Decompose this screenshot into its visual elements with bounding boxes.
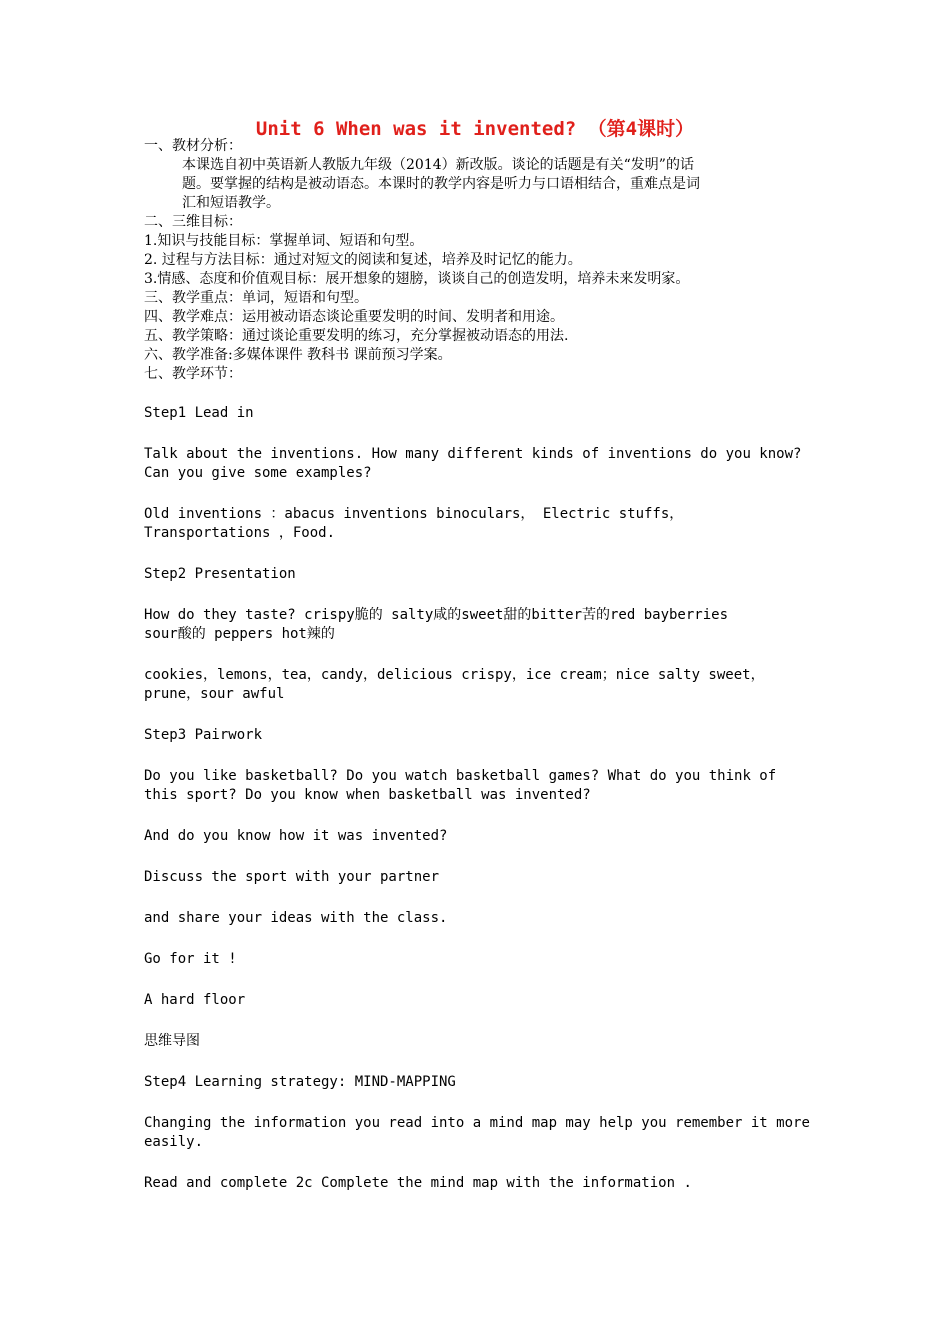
step4-line-2: easily. [144, 1134, 204, 1150]
goal-emotion: 3.情感、态度和价值观目标：展开想象的翅膀，谈谈自己的创造发明，培养未来发明家。 [144, 271, 690, 287]
goal-process: 2. 过程与方法目标：通过对短文的阅读和复述，培养及时记忆的能力。 [144, 252, 582, 268]
step2-line-1: How do they taste? crispy脆的 salty咸的sweet甜的bitter苦的red bayberries [144, 607, 729, 623]
step3-line-3: And do you know how it was invented? [144, 828, 448, 844]
step3-line-5: and share your ideas with the class. [144, 910, 448, 926]
step4-heading: Step4 Learning strategy: MIND-MAPPING [144, 1074, 456, 1090]
step3-line-7: A hard floor [144, 992, 246, 1008]
section-difficulties: 四、教学难点：运用被动语态谈论重要发明的时间、发明者和用途。 [144, 309, 564, 325]
step2-line-3: cookies，lemons，tea，candy，delicious crispy，ice cream；nice salty sweet， [144, 667, 765, 683]
section-preparation: 六、教学准备:多媒体课件 教科书 课前预习学案。 [144, 347, 452, 363]
step3-line-1: Do you like basketball? Do you watch basketball games? What do you think of [144, 768, 777, 784]
step3-line-6: Go for it ! [144, 951, 237, 967]
mind-map-label: 思维导图 [144, 1033, 200, 1049]
section-goals-heading: 二、三维目标： [144, 214, 242, 230]
section-procedure-heading: 七、教学环节： [144, 366, 242, 382]
section-analysis-text-1: 本课选自初中英语新人教版九年级（2014）新改版。谈论的话题是有关“发明”的话 [182, 157, 694, 173]
section-key-points: 三、教学重点：单词，短语和句型。 [144, 290, 368, 306]
step1-examples-1: Old inventions ：abacus inventions binoculars， Electric stuffs， [144, 506, 684, 522]
step2-heading: Step2 Presentation [144, 566, 296, 582]
step1-examples-2: Transportations ，Food. [144, 525, 336, 541]
step2-line-4: prune，sour awful [144, 686, 285, 702]
goal-knowledge: 1.知识与技能目标：掌握单词、短语和句型。 [144, 233, 424, 249]
section-analysis-text-2: 题。要掌握的结构是被动语态。本课时的教学内容是听力与口语相结合，重难点是词 [182, 176, 700, 192]
section-analysis-text-3: 汇和短语教学。 [182, 195, 280, 211]
step1-heading: Step1 Lead in [144, 405, 254, 421]
section-strategy: 五、教学策略：通过谈论重要发明的练习，充分掌握被动语态的用法. [144, 328, 569, 344]
step3-line-2: this sport? Do you know when basketball was invented? [144, 787, 591, 803]
step3-line-4: Discuss the sport with your partner [144, 869, 440, 885]
step4-line-3: Read and complete 2c Complete the mind map with the information . [144, 1175, 692, 1191]
document-title: Unit 6 When was it invented? （第4课时） [255, 118, 695, 140]
step3-heading: Step3 Pairwork [144, 727, 263, 743]
section-analysis-heading: 一、教材分析： [144, 138, 242, 154]
step2-line-2: sour酸的 peppers hot辣的 [144, 626, 335, 642]
step4-line-1: Changing the information you read into a mind map may help you remember it more [144, 1115, 810, 1131]
step1-question-2: Can you give some examples? [144, 465, 372, 481]
step1-question-1: Talk about the inventions. How many different kinds of inventions do you know? [144, 446, 802, 462]
document-body [144, 137, 814, 1193]
